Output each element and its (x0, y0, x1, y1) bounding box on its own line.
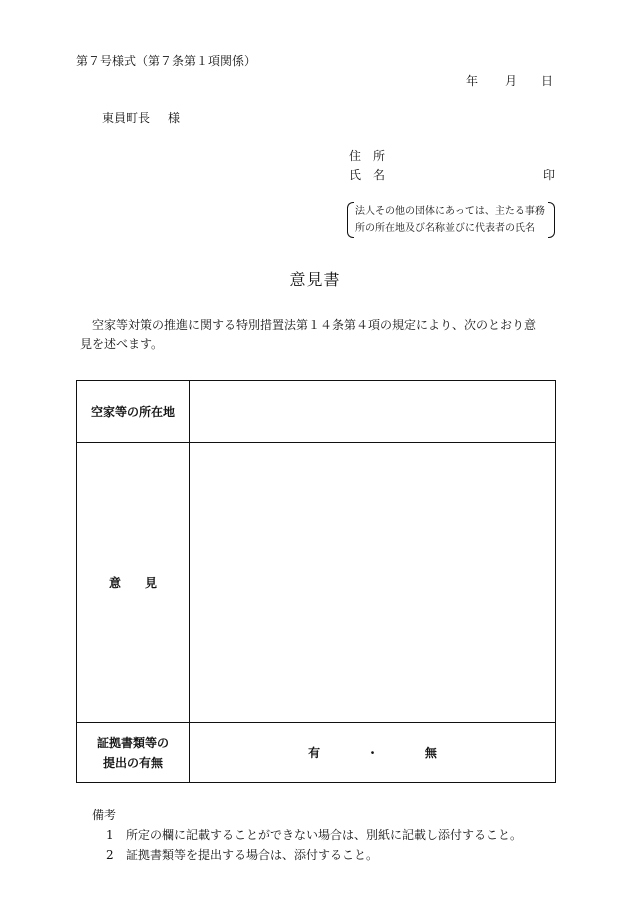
evidence-no-option[interactable]: 無 (424, 746, 437, 760)
addressee-honorific: 様 (168, 111, 181, 125)
location-label: 空家等の所在地 (77, 381, 190, 443)
evidence-label-line2: 提出の有無 (102, 755, 163, 770)
evidence-label-line1: 証拠書類等の (96, 735, 169, 750)
corporate-note-line2: 所の所在地及び名称並びに代表者の氏名 (355, 223, 535, 234)
right-bracket (548, 202, 555, 238)
form-number: 第７号様式（第７条第１項関係） (76, 54, 257, 68)
remark-text: 証拠書類等を提出する場合は、添付すること。 (126, 848, 379, 862)
addressee (102, 109, 180, 126)
name-label: 氏 名 (349, 168, 386, 182)
date-day-label: 日 (541, 74, 554, 88)
remark-item (106, 826, 522, 843)
evidence-label (77, 723, 190, 783)
addressee-name: 東員町長 (102, 111, 151, 125)
opinion-label: 意 見 (77, 443, 190, 723)
left-bracket (347, 202, 354, 238)
opinion-field[interactable] (190, 443, 556, 723)
evidence-yes-option[interactable]: 有 (308, 746, 321, 760)
corporate-note (347, 202, 555, 238)
intro-line2: 見を述べます。 (80, 337, 164, 351)
evidence-choice (190, 723, 556, 783)
remark-number: 1 (106, 828, 114, 842)
opinion-row (77, 443, 556, 723)
remark-number: 2 (106, 848, 114, 862)
evidence-separator: ・ (366, 746, 379, 760)
date-month-label: 月 (505, 74, 518, 88)
location-row (77, 381, 556, 443)
remark-text: 所定の欄に記載することができない場合は、別紙に記載し添付すること。 (126, 828, 523, 842)
document-title: 意見書 (289, 270, 341, 289)
address-label: 住 所 (349, 149, 386, 163)
remark-item (106, 846, 378, 863)
corporate-note-line1: 法人その他の団体にあっては、主たる事務 (355, 206, 545, 217)
evidence-row (77, 723, 556, 783)
intro-line1: 空家等対策の推進に関する特別措置法第１４条第４項の規定により、次のとおり意 (92, 318, 537, 332)
opinion-form-table (76, 380, 556, 783)
remarks-title: 備考 (92, 808, 117, 822)
date-year-label: 年 (466, 74, 479, 88)
seal-mark: 印 (543, 168, 556, 182)
location-field[interactable] (190, 381, 556, 443)
intro-paragraph (80, 316, 560, 354)
